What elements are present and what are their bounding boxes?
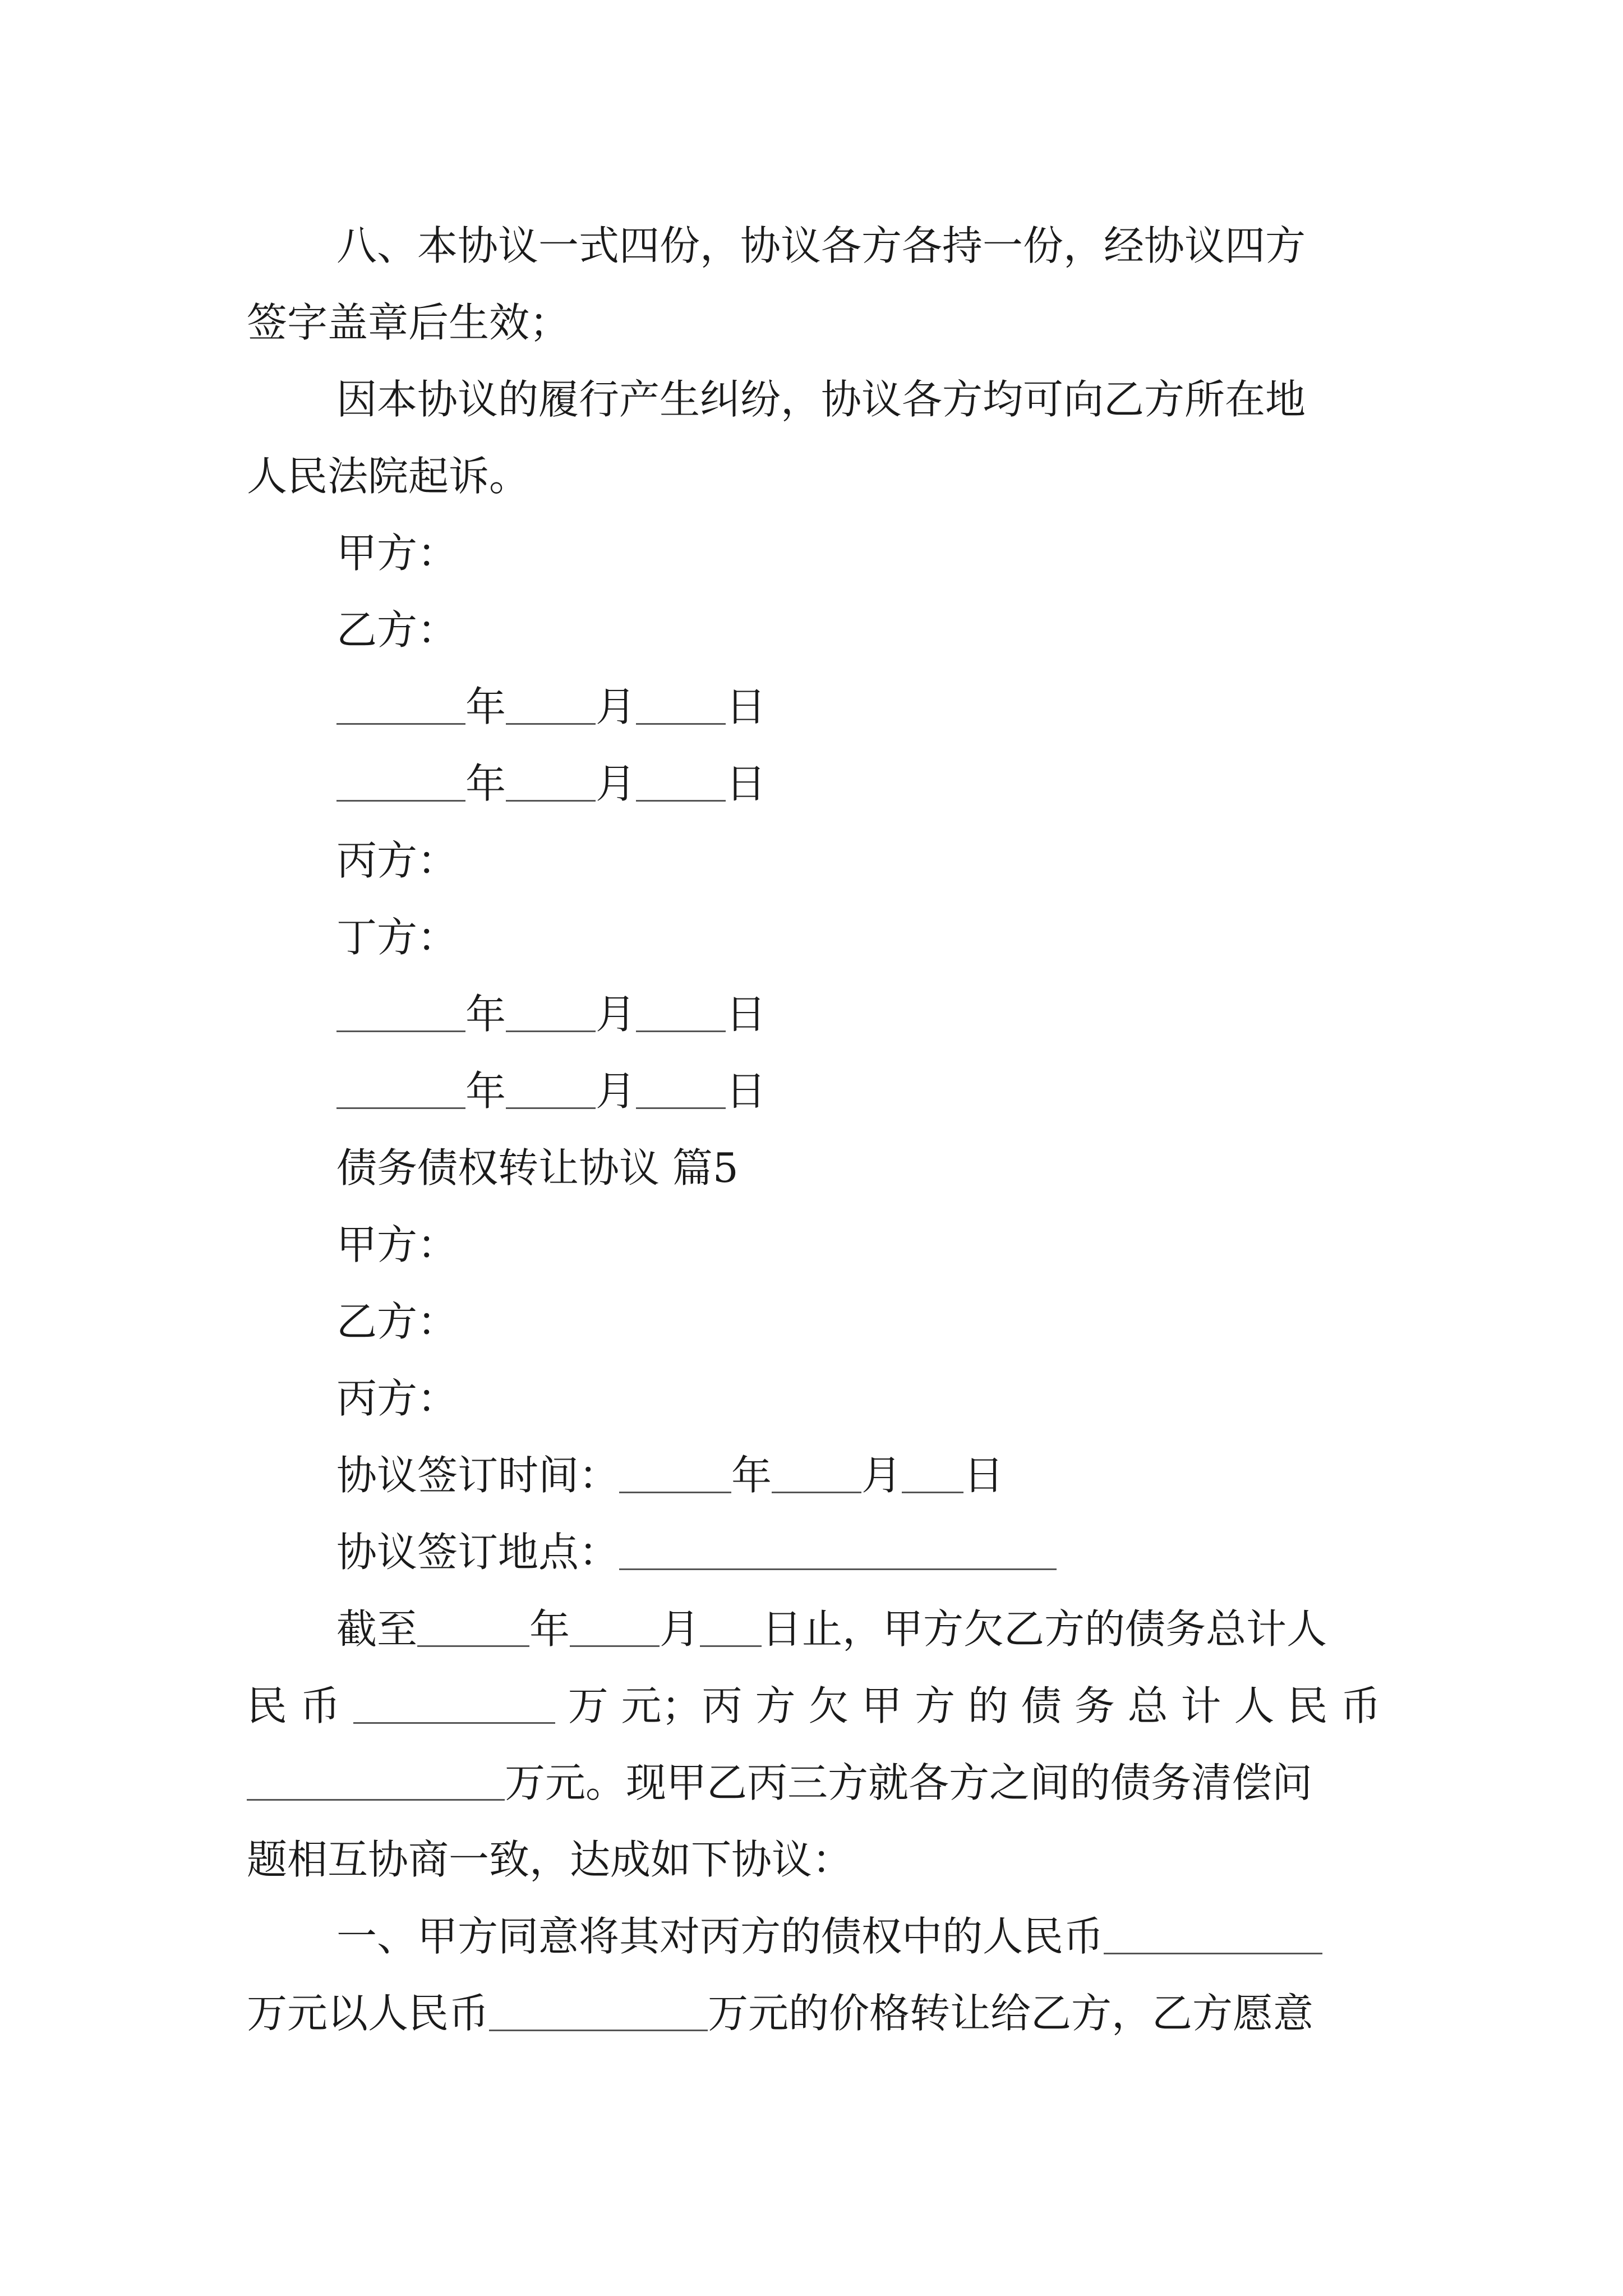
year-blank — [619, 1455, 731, 1493]
day-blank — [636, 763, 726, 802]
month-label: 月 — [861, 1452, 902, 1499]
party-a-signature — [247, 515, 1380, 592]
signing-place-label: 协议签订地点： — [336, 1529, 620, 1576]
clause-8-text-cont: 签字盖章后生效； — [247, 299, 570, 346]
date-line-1 — [247, 669, 1380, 746]
debt-text: 民 币 — [247, 1682, 340, 1729]
year-blank — [336, 1071, 465, 1109]
date-line-2 — [247, 746, 1380, 822]
month-blank — [570, 1609, 660, 1647]
debt-paragraph-line-2 — [247, 1668, 1380, 1745]
party-a-line — [247, 1207, 1380, 1283]
party-a-label: 甲方： — [336, 530, 458, 577]
year-blank — [336, 687, 465, 725]
day-label: 日 — [726, 1068, 767, 1115]
month-label: 月 — [596, 760, 637, 807]
year-blank — [336, 994, 465, 1032]
day-blank — [636, 994, 726, 1032]
month-blank — [506, 1071, 596, 1109]
party-b-label: 乙方： — [336, 1298, 458, 1345]
debt-text: 截至 — [336, 1605, 418, 1653]
signing-time-label: 协议签订时间： — [336, 1452, 620, 1499]
month-label: 月 — [660, 1605, 700, 1653]
clause-1-text: 万元以人民币 — [247, 1990, 490, 2037]
year-label: 年 — [731, 1452, 772, 1499]
year-label: 年 — [465, 991, 506, 1038]
month-label: 月 — [596, 1068, 637, 1115]
clause-8-line-2 — [247, 284, 1380, 361]
clause-1-text-cont: 万元的价格转让给乙方，乙方愿意 — [708, 1990, 1314, 2037]
day-blank — [636, 687, 726, 725]
amount-blank — [489, 1993, 708, 2031]
day-label: 日 — [726, 991, 767, 1038]
month-label: 月 — [596, 991, 637, 1038]
signing-place-line — [247, 1514, 1380, 1591]
day-blank — [700, 1609, 762, 1647]
clause-8-line-1 — [247, 208, 1380, 284]
year-label: 年 — [465, 683, 506, 730]
year-label: 年 — [529, 1605, 570, 1653]
month-blank — [506, 687, 596, 725]
clause-8-text: 八、本协议一式四份，协议各方各持一份，经协议四方 — [336, 222, 1306, 269]
year-blank — [417, 1609, 529, 1647]
amount-blank — [247, 1763, 505, 1801]
party-a-label: 甲方： — [336, 1221, 458, 1268]
party-d-label: 丁方： — [336, 914, 458, 961]
debt-text-cont: 万 元；丙 方 欠 甲 方 的 债 务 总 计 人 民 币 — [568, 1682, 1381, 1729]
day-label: 日 — [963, 1452, 1004, 1499]
amount-blank — [353, 1686, 555, 1724]
amount-blank — [1104, 1916, 1322, 1954]
day-label: 日 — [726, 683, 767, 730]
clause-1-line-1 — [247, 1898, 1380, 1975]
party-d-signature — [247, 899, 1380, 976]
party-b-line — [247, 1283, 1380, 1360]
party-c-line — [247, 1360, 1380, 1437]
day-label: 日 — [726, 760, 767, 807]
day-blank — [902, 1455, 963, 1493]
month-blank — [506, 763, 596, 802]
debt-paragraph-line-1 — [247, 1591, 1380, 1668]
year-blank — [336, 763, 465, 802]
dispute-text: 因本协议的履行产生纠纷，协议各方均可向乙方所在地 — [336, 376, 1306, 423]
month-blank — [772, 1455, 861, 1493]
year-label: 年 — [465, 1068, 506, 1115]
party-b-label: 乙方： — [336, 606, 458, 654]
month-blank — [506, 994, 596, 1032]
date-line-4 — [247, 1053, 1380, 1130]
date-line-3 — [247, 976, 1380, 1053]
place-blank — [619, 1532, 1057, 1570]
debt-text-cont: 日止，甲方欠乙方的债务总计人 — [762, 1605, 1327, 1653]
debt-paragraph-line-4 — [247, 1821, 1380, 1898]
day-blank — [636, 1071, 726, 1109]
section-heading — [247, 1130, 1380, 1207]
debt-paragraph-line-3 — [247, 1745, 1380, 1821]
party-c-label: 丙方： — [336, 1375, 458, 1422]
debt-text: 万元。现甲乙丙三方就各方之间的债务清偿问 — [505, 1759, 1313, 1806]
party-c-label: 丙方： — [336, 837, 458, 884]
debt-text: 题相互协商一致，达成如下协议： — [247, 1836, 853, 1883]
dispute-line-2 — [247, 438, 1380, 515]
month-label: 月 — [596, 683, 637, 730]
signing-time-line — [247, 1437, 1380, 1514]
party-b-signature — [247, 592, 1380, 669]
clause-1-text: 一、甲方同意将其对丙方的债权中的人民币 — [336, 1913, 1104, 1960]
year-label: 年 — [465, 760, 506, 807]
section-heading-text: 债务债权转让协议 篇5 — [336, 1144, 739, 1191]
clause-1-line-2 — [247, 1975, 1380, 2052]
party-c-signature — [247, 822, 1380, 899]
dispute-text-cont: 人民法院起诉。 — [247, 453, 530, 500]
dispute-line-1 — [247, 361, 1380, 438]
